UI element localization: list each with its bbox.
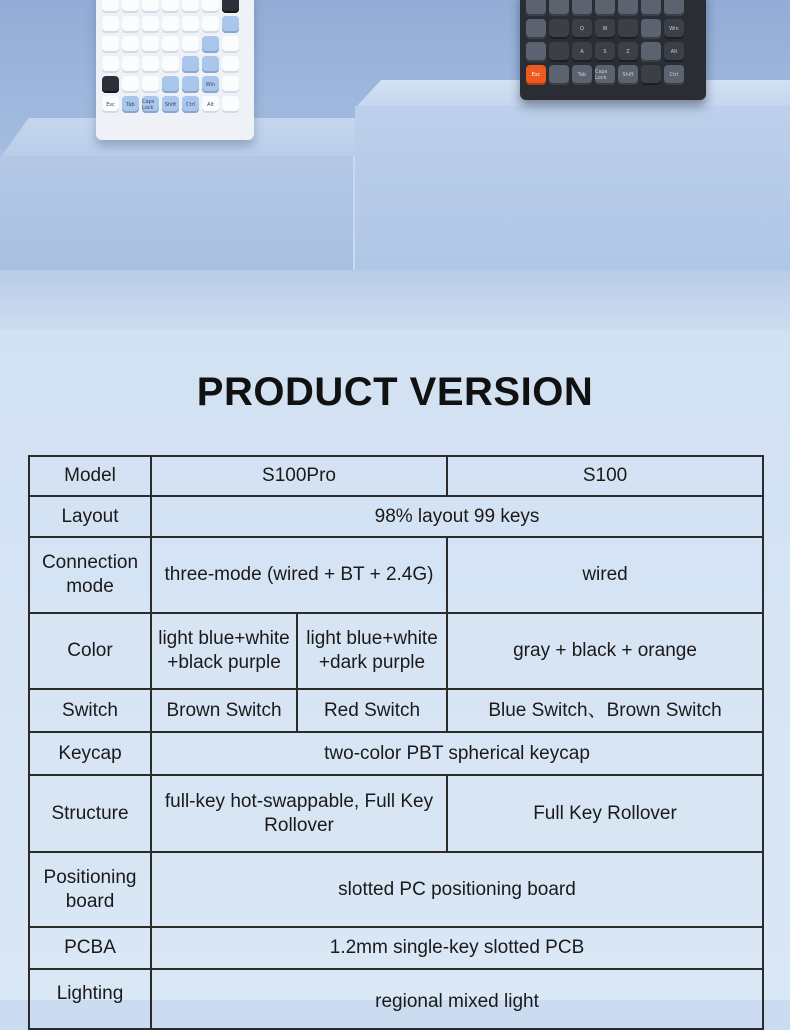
s-key: S	[595, 42, 615, 62]
caps-lock-key: Caps Lock	[142, 96, 159, 113]
cell-label-lighting: Lighting	[29, 969, 151, 1029]
cell-structure-s100pro: full-key hot-swappable, Full Key Rollover	[151, 775, 447, 852]
cell-header-s100pro: S100Pro	[151, 456, 447, 496]
alt-key-black: Alt	[664, 42, 684, 62]
cell-connection-s100: wired	[447, 537, 763, 613]
table-row-positioning	[29, 852, 763, 927]
cell-color-pro-a: light blue+white +black purple	[151, 613, 297, 689]
esc-key-orange: Esc	[526, 65, 546, 85]
table-row-model	[29, 456, 763, 496]
cell-layout-value: 98% layout 99 keys	[151, 496, 763, 537]
display-block-right	[355, 106, 790, 276]
table-row-color	[29, 613, 763, 689]
cell-color-s100: gray + black + orange	[447, 613, 763, 689]
cell-connection-s100pro: three-mode (wired + BT + 2.4G)	[151, 537, 447, 613]
cell-switch-s100: Blue Switch、Brown Switch	[447, 689, 763, 732]
cell-label-structure: Structure	[29, 775, 151, 852]
alt-key: Alt	[202, 96, 219, 113]
white-blue-keyboard	[96, 0, 254, 140]
cell-label-color: Color	[29, 613, 151, 689]
table-row-keycap	[29, 732, 763, 775]
cell-label-pcba: PCBA	[29, 927, 151, 969]
cell-label-switch: Switch	[29, 689, 151, 732]
cell-switch-pro-a: Brown Switch	[151, 689, 297, 732]
ctrl-key: Ctrl	[182, 96, 199, 113]
cell-label-positioning: Positioning board	[29, 852, 151, 927]
table-row-layout	[29, 496, 763, 537]
cell-label-keycap: Keycap	[29, 732, 151, 775]
a-key: A	[572, 42, 592, 62]
shift-key: Shift	[162, 96, 179, 113]
table-row-pcba	[29, 927, 763, 969]
w-key: W	[595, 19, 615, 39]
win-key: Win	[202, 76, 219, 93]
cell-switch-pro-b: Red Switch	[297, 689, 447, 732]
floor	[0, 270, 790, 330]
section-title: PRODUCT VERSION	[196, 370, 594, 414]
cell-keycap-value: two-color PBT spherical keycap	[151, 732, 763, 775]
cell-label-model: Model	[29, 456, 151, 496]
black-gray-keyboard	[520, 0, 706, 100]
cell-structure-s100: Full Key Rollover	[447, 775, 763, 852]
tab-key-black: Tab	[572, 65, 592, 85]
q-key: Q	[572, 19, 592, 39]
product-version-table	[28, 455, 764, 1030]
cell-header-s100: S100	[447, 456, 763, 496]
win-key-black: Win	[664, 19, 684, 39]
display-block-left	[0, 156, 355, 274]
table-row-structure	[29, 775, 763, 852]
shift-key-black: Shift	[618, 65, 638, 85]
cell-lighting-value: regional mixed light	[151, 969, 763, 1029]
cell-color-pro-b: light blue+white +dark purple	[297, 613, 447, 689]
table-row-connection	[29, 537, 763, 613]
cell-label-connection: Connection mode	[29, 537, 151, 613]
esc-key: Esc	[102, 96, 119, 113]
product-photo	[0, 0, 790, 330]
z-key: Z	[618, 42, 638, 62]
tab-key: Tab	[122, 96, 139, 113]
ctrl-key-black: Ctrl	[664, 65, 684, 85]
cell-pcba-value: 1.2mm single-key slotted PCB	[151, 927, 763, 969]
cell-positioning-value: slotted PC positioning board	[151, 852, 763, 927]
cell-label-layout: Layout	[29, 496, 151, 537]
caps-lock-key-black: Caps Lock	[595, 65, 615, 85]
table-row-lighting	[29, 969, 763, 1029]
table-row-switch	[29, 689, 763, 732]
